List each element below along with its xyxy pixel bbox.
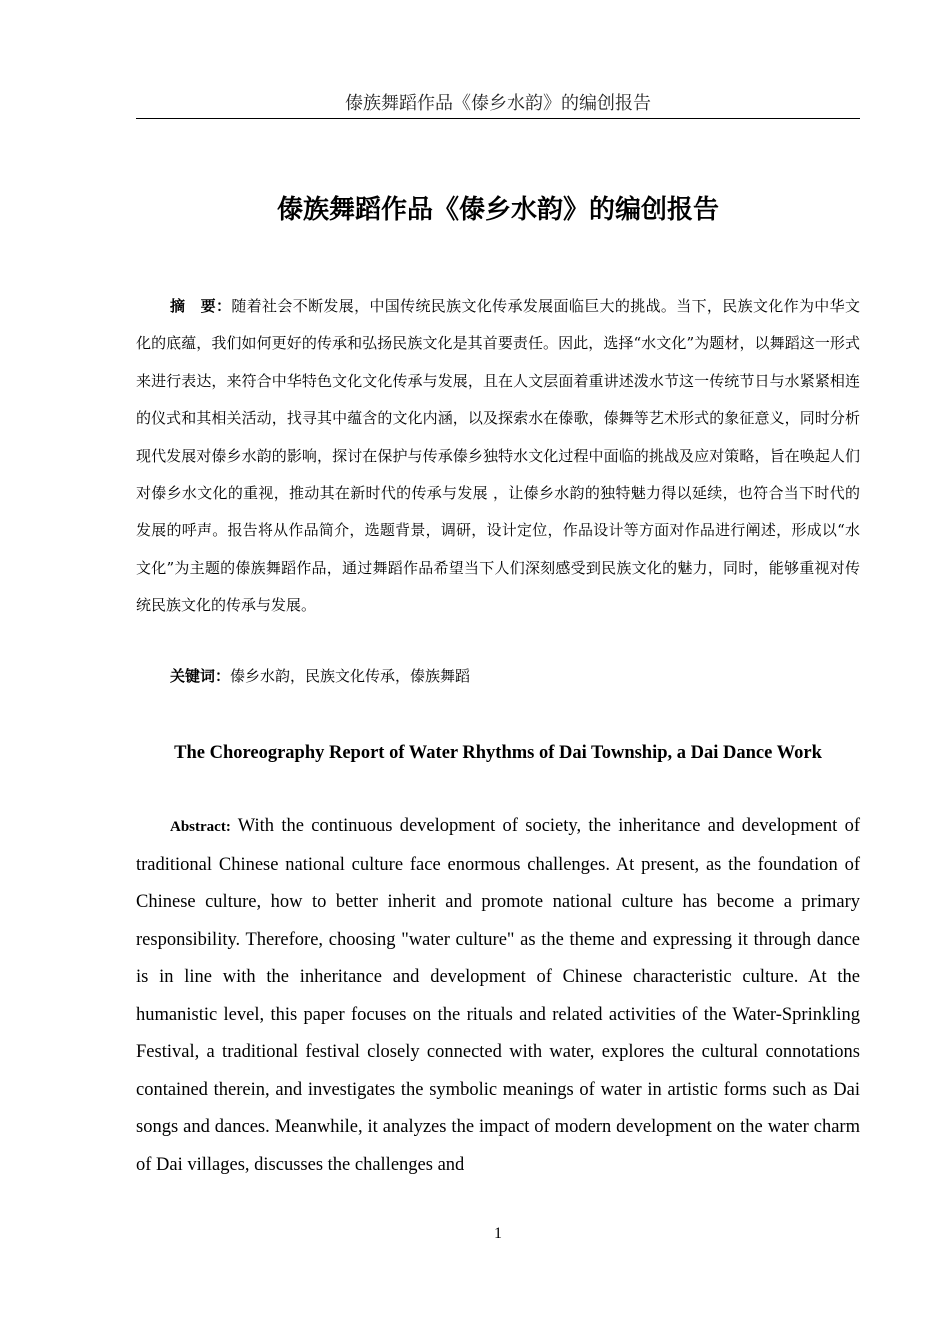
chinese-keywords-label: 关键词： — [170, 667, 231, 685]
english-abstract-text: With the continuous development of society, the inheritance and development of traditional Chinese national culture face enormous challenges. At present, as the foundation of Chinese culture, how to better inherit and promote national culture has become a primary responsibility. Therefore, choosing "water culture" as the theme and expressing it through dance is in line with the inheritance and development of Chinese characteristic culture. At the humanistic level, this paper focuses on the rituals and related activities of the Water-Sprinkling Festival, a traditional festival closely connected with water, explores the cultural connotations contained therein, and investigates the symbolic meanings of water in artistic forms such as Dai songs and dances. Meanwhile, it analyzes the impact of modern development on the water charm of Dai villages, discusses the challenges and — [136, 816, 860, 1175]
chinese-title: 傣族舞蹈作品《傣乡水韵》的编创报告 — [276, 195, 719, 225]
chinese-keywords — [170, 660, 860, 692]
running-header — [136, 90, 860, 119]
running-header-title: 傣族舞蹈作品《傣乡水韵》的编创报告 — [345, 93, 651, 114]
english-abstract — [136, 808, 860, 1184]
chinese-abstract-text: 随着社会不断发展，中国传统民族文化传承发展面临巨大的挑战。当下，民族文化作为中华文化的底蕴，我们如何更好的传承和弘扬民族文化是其首要责任。因此，选择“水文化”为题材，以舞蹈这一形式来进行表达，来符合中华特色文化文化传承与发展，且在人文层面着重讲述泼水节这一传统节日与水紧紧相连的仪式和其相关活动，找寻其中蕴含的文化内涵，以及探索水在傣歌，傣舞等艺术形式的象征意义，同时分析现代发展对傣乡水韵的影响，探讨在保护与传承傣乡独特水文化过程中面临的挑战及应对策略，旨在唤起人们对傣乡水文化的重视，推动其在新时代的传承与发展 ，让傣乡水韵的独特魅力得以延续，也符合当下时代的发展的呼声。报告将从作品简介，选题背景，调研，设计定位，作品设计等方面对作品进行阐述，形成以“水文化”为主题的傣族舞蹈作品，通过舞蹈作品希望当下人们深刻感受到民族文化的魅力，同时，能够重视对传统民族文化的传承与发展。 — [136, 297, 860, 615]
page-number: 1 — [494, 1225, 502, 1242]
chinese-abstract — [136, 288, 860, 625]
english-abstract-label: Abstract: — [170, 819, 231, 835]
english-title: The Choreography Report of Water Rhythms of Dai Township, a Dai Dance Work — [174, 743, 822, 763]
chinese-keywords-text: 傣乡水韵，民族文化传承，傣族舞蹈 — [230, 667, 471, 685]
chinese-abstract-label: 摘 要： — [170, 297, 232, 315]
